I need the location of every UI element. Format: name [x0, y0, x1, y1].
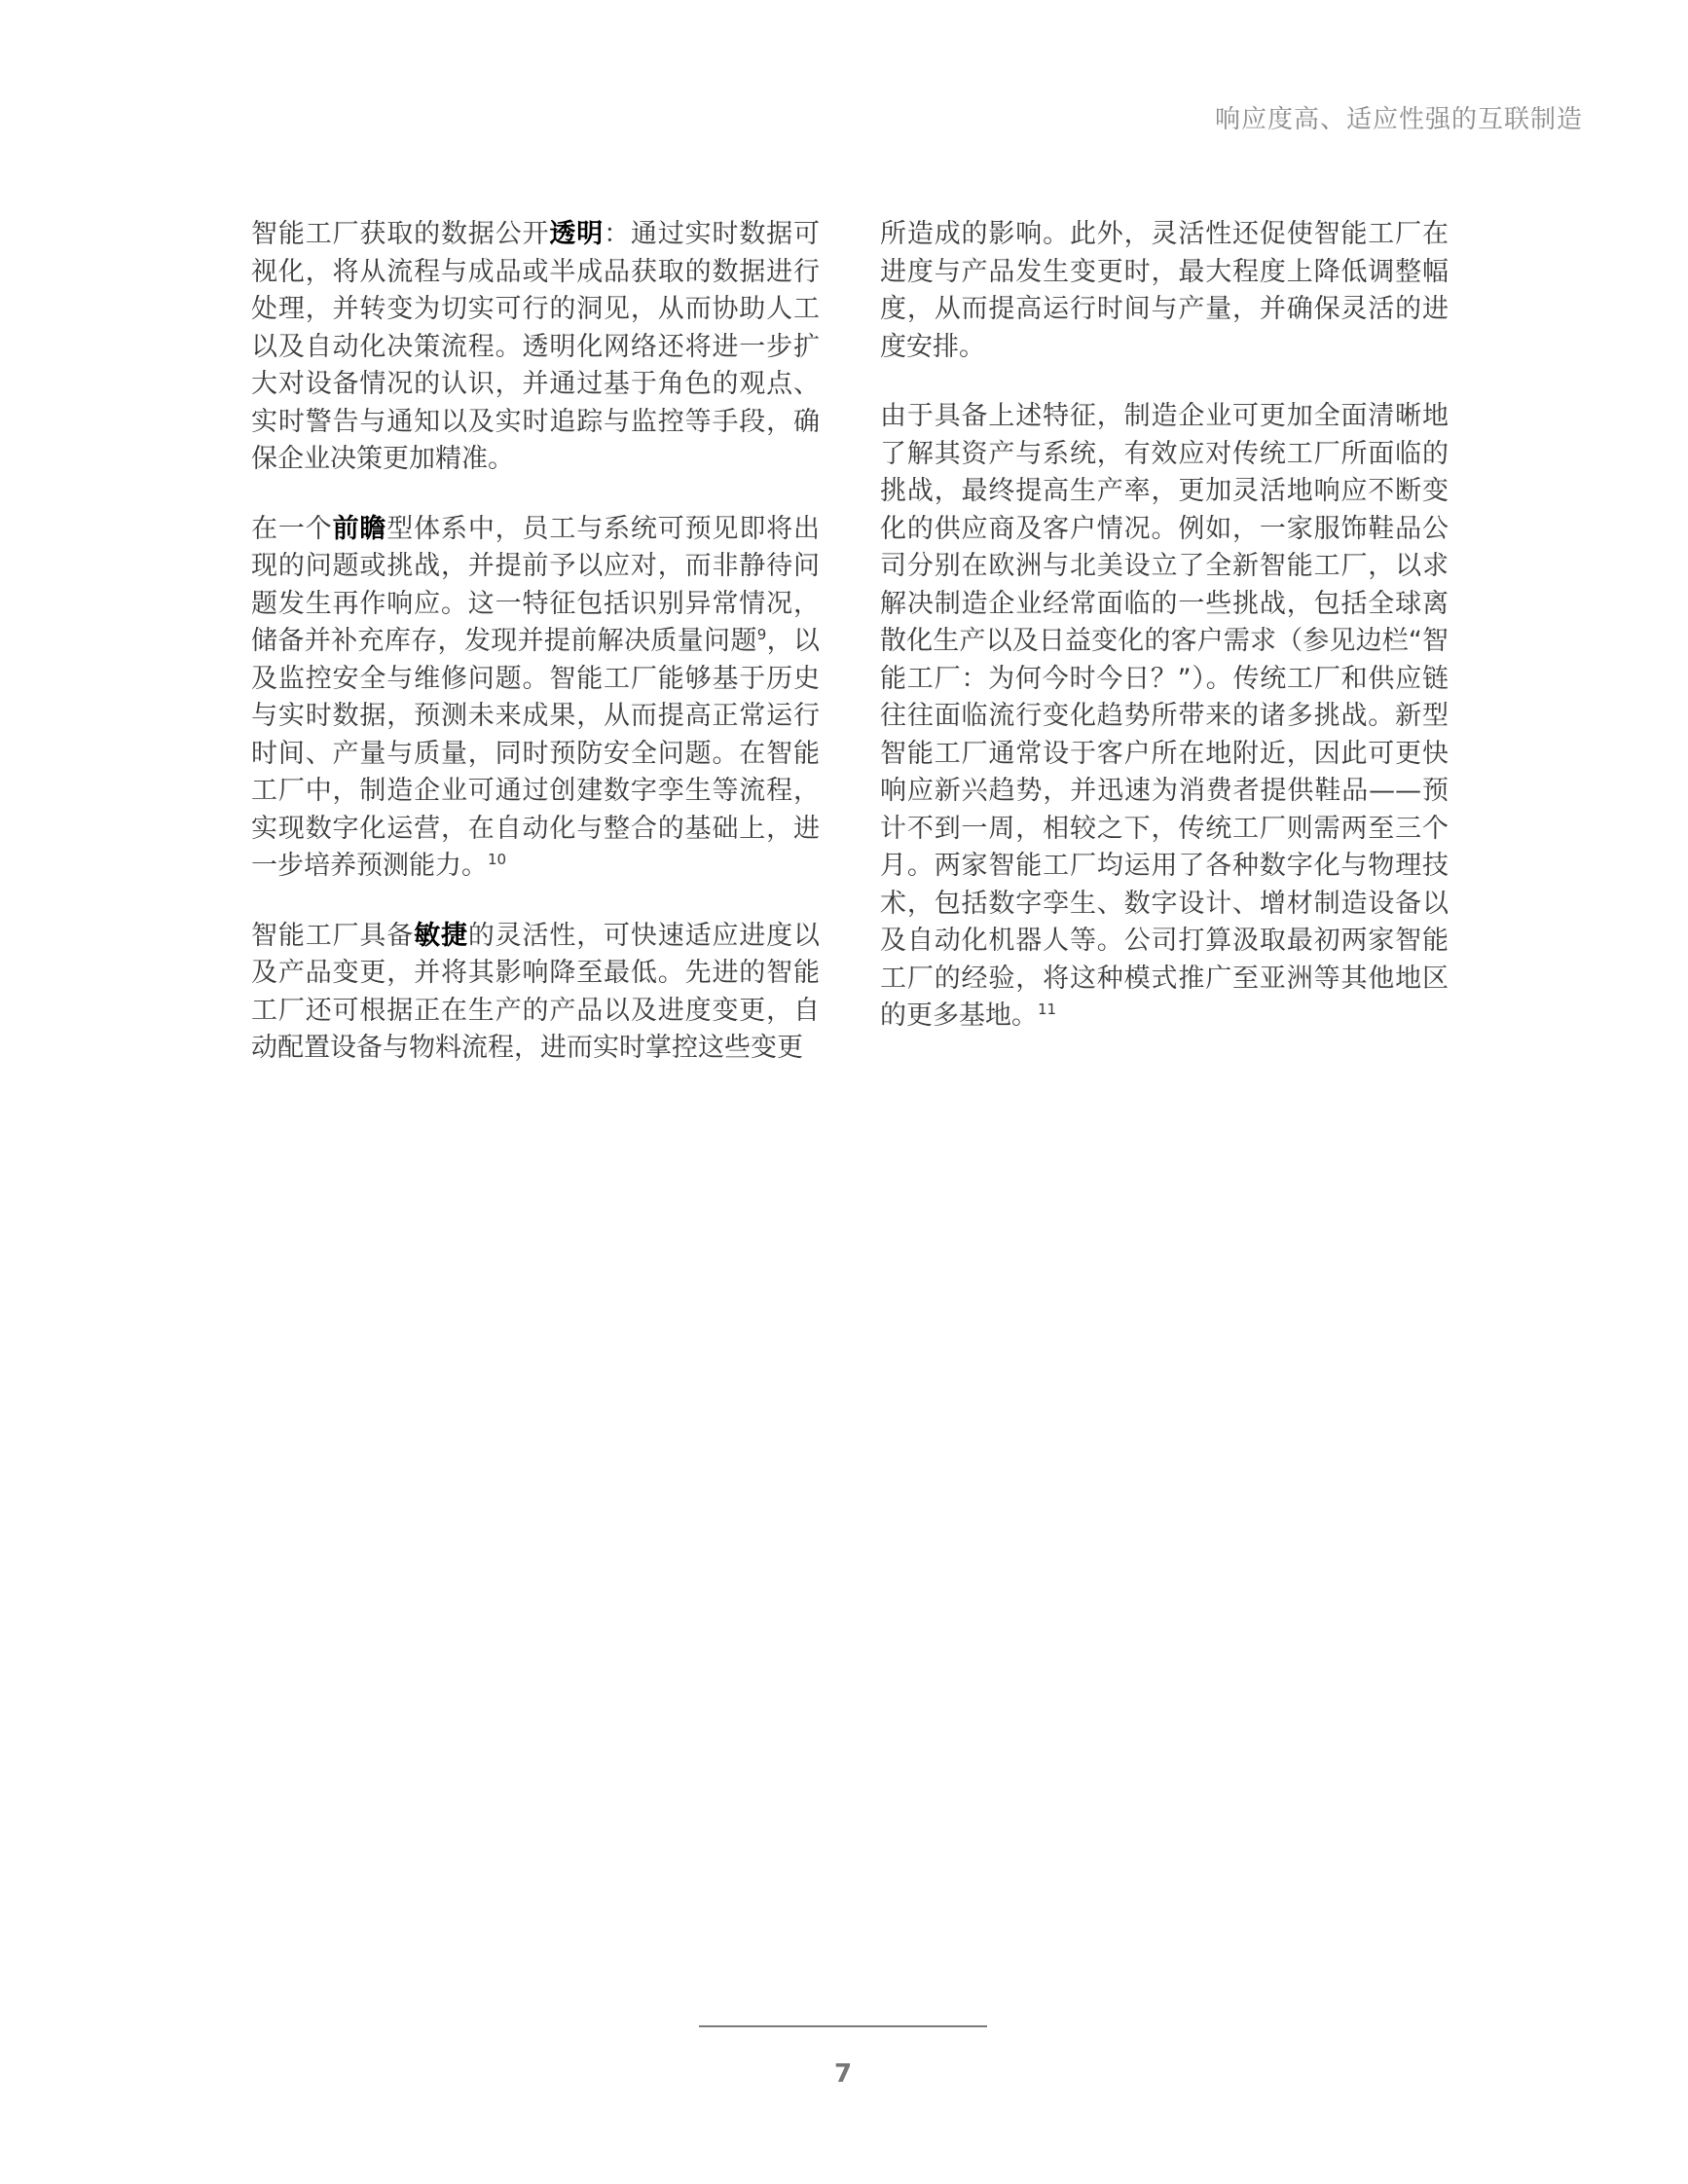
- page-number: 7: [833, 2059, 853, 2089]
- paragraph-text: 智能工厂获取的数据公开: [251, 219, 550, 249]
- right-column: [880, 216, 1449, 1068]
- paragraph-agile: [251, 918, 820, 1068]
- paragraph-text: ，以及监控安全与维修问题。智能工厂能够基于历史与实时数据，预测未来成果，从而提高正常运行时间、产量与质量，同时预防安全问题。在智能工厂中，制造企业可通过创建数字孪生等流程，实现数字化运营，在自动化与整合的基础上，进一步培养预测能力。: [251, 626, 821, 881]
- keyword-agile: 敏捷: [414, 920, 468, 951]
- footnote-ref-11: 11: [1038, 1001, 1057, 1018]
- footer-rule: [699, 2025, 987, 2027]
- paragraph-predictive: [251, 511, 820, 886]
- left-column: [251, 216, 820, 1100]
- paragraph-text: 智能工厂具备: [251, 920, 415, 951]
- keyword-transparent: 透明: [549, 219, 605, 249]
- footnote-ref-10: 10: [488, 851, 507, 868]
- paragraph-text: 在一个: [251, 513, 333, 544]
- paragraph-text: ：通过实时数据可视化，将从流程与成品或半成品获取的数据进行处理，并转变为切实可行的洞见，从而协助人工以及自动化决策流程。透明化网络还将进一步扩大对设备情况的认识，并通过基于角色的观点、实时警告与通知以及实时追踪与监控等手段，确保企业决策更加精准。: [251, 219, 821, 474]
- footnote-ref-9: 9: [756, 626, 767, 643]
- paragraph-example: [880, 398, 1449, 1036]
- paragraph-agile-continued: 所造成的影响。此外，灵活性还促使智能工厂在进度与产品发生变更时，最大程度上降低调整幅度，从而提高运行时间与产量，并确保灵活的进度安排。: [880, 219, 1449, 362]
- running-header: 响应度高、适应性强的互联制造: [1214, 105, 1583, 134]
- paragraph-text: 由于具备上述特征，制造企业可更加全面清晰地了解其资产与系统，有效应对传统工厂所面临的挑战，最终提高生产率，更加灵活地响应不断变化的供应商及客户情况。例如，一家服饰鞋品公司分别在欧洲与北美设立了全新智能工厂，以求解决制造企业经常面临的一些挑战，包括全球离散化生产以及日益变化的客户需求（参见边栏“智能工厂：为何今时今日？”）。传统工厂和供应链往往面临流行变化趋势所带来的诸多挑战。新型智能工厂通常设于客户所在地附近，因此可更快响应新兴趋势，并迅速为消费者提供鞋品——预计不到一周，相较之下，传统工厂则需两至三个月。两家智能工厂均运用了各种数字化与物理技术，包括数字孪生、数字设计、增材制造设备以及自动化机器人等。公司打算汲取最初两家智能工厂的经验，将这种模式推广至亚洲等其他地区的更多基地。: [880, 401, 1449, 1031]
- paragraph-transparent: [251, 216, 820, 479]
- keyword-predictive: 前瞻: [332, 513, 387, 544]
- paragraph-text: 的灵活性，可快速适应进度以及产品变更，并将其影响降至最低。先进的智能工厂还可根据正在生产的产品以及进度变更，自动配置设备与物料流程，进而实时掌控这些变更: [251, 920, 821, 1063]
- paragraph-text: 型体系中，员工与系统可预见即将出现的问题或挑战，并提前予以应对，而非静待问题发生再作响应。这一特征包括识别异常情况，储备并补充库存，发现并提前解决质量问题: [251, 513, 821, 656]
